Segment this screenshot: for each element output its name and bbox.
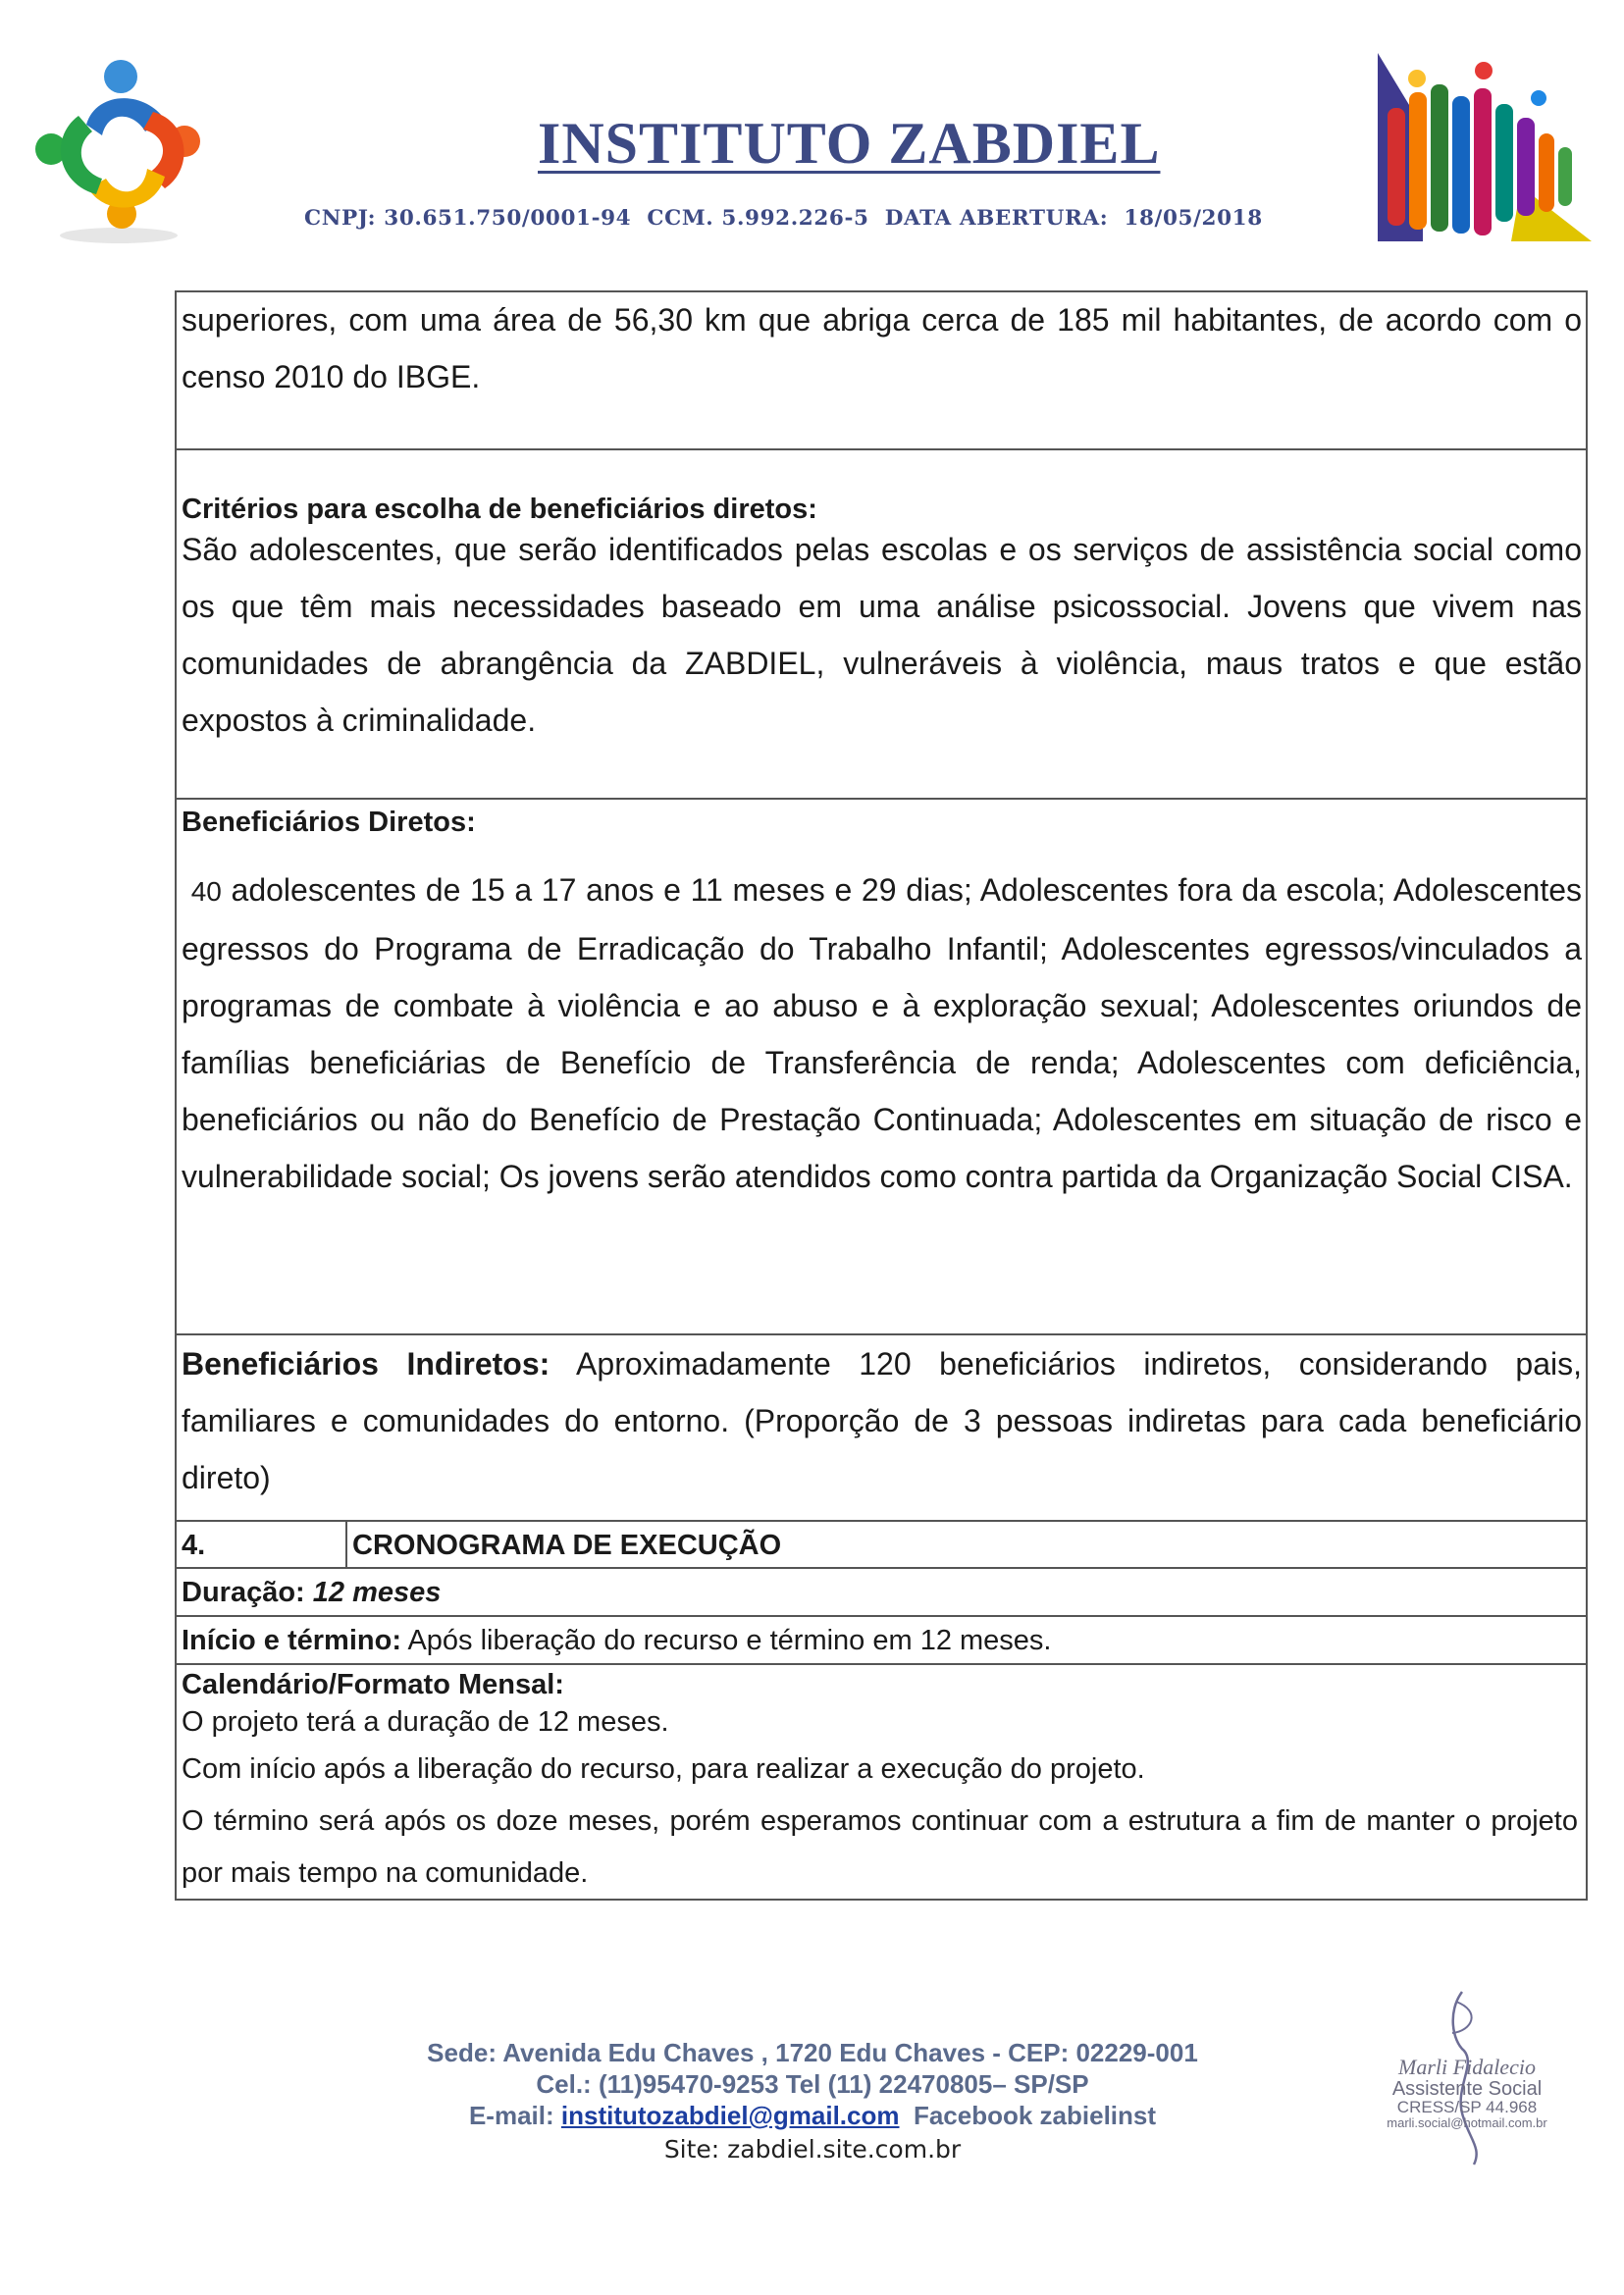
direct-beneficiaries-heading: Beneficiários Diretos: — [182, 807, 476, 838]
duration-row — [177, 1567, 1586, 1615]
duration-label: Duração: — [182, 1577, 305, 1608]
signature-stamp — [1354, 1972, 1580, 2168]
hands-logo — [1374, 49, 1592, 241]
institute-registration: CNPJ: 30.651.750/0001-94 CCM. 5.992.226-5 DATA ABERTURA: 18/05/2018 — [304, 206, 1263, 231]
institute-title: INSTITUTO ZABDIEL — [538, 111, 1161, 176]
indirect-beneficiaries-section — [177, 1333, 1586, 1520]
footer-contact — [324, 2037, 1301, 2131]
intro-section — [177, 291, 1586, 448]
criteria-heading: Critérios para escolha de beneficiários diretos: — [182, 494, 817, 525]
calendar-section — [177, 1663, 1586, 1899]
duration-value: 12 meses — [312, 1577, 442, 1608]
schedule-header-row — [177, 1520, 1586, 1567]
direct-beneficiaries-count: 40 — [190, 876, 222, 907]
indirect-beneficiaries-text: Beneficiários Indiretos: Aproximadamente 120 beneficiários indiretos, considerando pais, familiares e comunidades do entorno. (Proporção de 3 pessoas indiretas para cada beneficiário direto) — [182, 1346, 1583, 1495]
footer-phones: Cel.: (11)95470-9253 Tel (11) 22470805– SP/SP — [536, 2069, 1089, 2099]
calendar-heading: Calendário/Formato Mensal: — [182, 1669, 564, 1700]
criteria-section — [177, 448, 1586, 798]
start-end-value: Após liberação do recurso e término em 12 meses. — [407, 1625, 1052, 1656]
footer-site: Site: zabdiel.site.com.br — [663, 2135, 962, 2164]
start-end-label: Início e término: — [182, 1625, 401, 1656]
criteria-text: São adolescentes, que serão identificados pelas escolas e os serviços de assistência social como os que têm mais necessidades baseado em uma análise psicossocial. Jovens que vivem nas comunidades de abrangência da ZABDIEL, vulneráveis à violência, maus tratos e que estão expostos à criminalidade. — [182, 532, 1582, 738]
direct-beneficiaries-section — [177, 798, 1586, 1333]
document-table — [175, 290, 1588, 1901]
footer-email-link[interactable]: institutozabdiel@gmail.com — [560, 2101, 900, 2130]
calendar-line: O projeto terá a duração de 12 meses. — [182, 1706, 669, 1738]
calendar-line: O término será após os doze meses, porém esperamos continuar com a estrutura a fim de manter o projeto por mais tempo na comunidade. — [182, 1805, 1578, 1889]
stamp-email: marli.social@hotmail.com.br — [1387, 2115, 1547, 2130]
calendar-line: Com início após a liberação do recurso, para realizar a execução do projeto. — [182, 1753, 1145, 1785]
section-number: 4. — [177, 1522, 347, 1567]
footer-email-label: E-mail: — [468, 2101, 554, 2130]
stamp-role: Assistente Social — [1391, 2078, 1543, 2100]
indirect-beneficiaries-label: Beneficiários Indiretos: — [182, 1346, 550, 1382]
intro-text: superiores, com uma área de 56,30 km que abriga cerca de 185 mil habitantes, de acordo com o censo 2010 do IBGE. — [182, 302, 1582, 394]
start-end-row — [177, 1615, 1586, 1663]
schedule-title: CRONOGRAMA DE EXECUÇÃO — [352, 1530, 782, 1561]
footer-email-line — [324, 2100, 1301, 2131]
institute-logo — [27, 51, 210, 247]
stamp-cress: CRESS/SP 44.968 — [1396, 2098, 1538, 2116]
footer-facebook: Facebook zabielinst — [913, 2101, 1157, 2130]
direct-beneficiaries-text: 40 adolescentes de 15 a 17 anos e 11 meses e 29 dias; Adolescentes fora da escola; Adolescentes egressos do Programa de Erradicação do Trabalho Infantil; Adolescentes egressos/vinculados a programas de combate à violência e ao abuso e à exploração sexual; Adolescentes oriundos de famílias beneficiárias de Benefício de Transferência de renda; Adolescentes com deficiência, beneficiários ou não do Benefício de Prestação Continuada; Adolescentes em situação de risco e vulnerabilidade social; Os jovens serão atendidos como contra partida da Organização Social CISA. — [182, 872, 1583, 1194]
footer-address: Sede: Avenida Edu Chaves , 1720 Edu Chaves - CEP: 02229-001 — [427, 2038, 1198, 2067]
stamp-signature-name: Marli Fidalecio — [1398, 2055, 1536, 2079]
